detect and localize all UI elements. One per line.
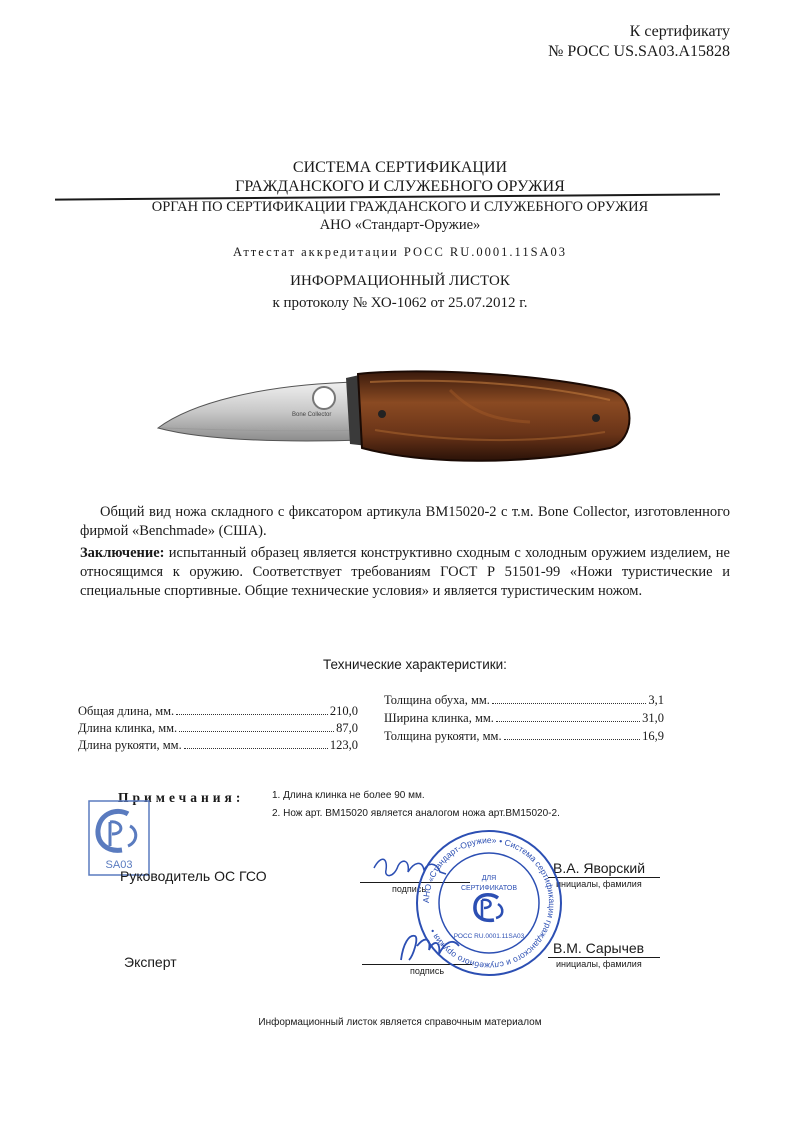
sheet-heading <box>0 270 800 314</box>
spec-value: 31,0 <box>642 711 664 725</box>
body-text <box>80 503 730 604</box>
notes-heading: Примечания: <box>118 790 245 805</box>
dot-leader <box>496 710 640 722</box>
system-heading-line1: СИСТЕМА СЕРТИФИКАЦИИ <box>292 159 508 176</box>
logo-code: SA03 <box>105 859 133 871</box>
spec-value: 210,0 <box>329 704 358 718</box>
dot-leader <box>504 728 641 740</box>
expert-signature-caption: подпись <box>410 966 445 976</box>
stamp-ring-text: АНО «Стандарт-Оружие» • Система сертификации гражданского и служебного оружия • <box>420 834 558 972</box>
knife-description: Общий вид ножа складного с фиксатором артикула BM15020-2 с т.м. Bone Collector, изготовленного фирмой «Benchmade» (США). <box>80 504 730 539</box>
conclusion-text: испытанный образец является конструктивно сходным с холодным оружием изделием, не относящимся к оружию. Соответствует требованиям ГОСТ Р 51501-99 «Ножи туристические и специальные спортивные. Общие технические условия» и является туристическим ножом. <box>80 545 730 599</box>
spec-value: 87,0 <box>336 721 358 735</box>
expert-name-caption: инициалы, фамилия <box>556 959 642 969</box>
spec-row <box>78 737 358 753</box>
stamp-logo-icon <box>475 895 502 921</box>
system-heading-line2: ГРАЖДАНСКОГО И СЛУЖЕБНОГО ОРУЖИЯ <box>235 178 565 195</box>
head-name-caption: инициалы, фамилия <box>556 879 642 889</box>
spec-label: Длина рукояти, мм. <box>78 738 182 752</box>
spec-label: Длина клинка, мм. <box>78 721 178 735</box>
spec-row <box>78 720 358 736</box>
spec-label: Толщина рукояти, мм. <box>384 729 502 743</box>
stamp-center-mid: СЕРТИФИКАТОВ <box>460 885 518 892</box>
stamp-accreditation: РОСС RU.0001.11SA03 <box>453 933 525 940</box>
spec-value: 3,1 <box>648 693 664 707</box>
dot-leader <box>176 703 328 715</box>
head-name-line <box>548 877 660 878</box>
note-item: 2. Нож арт. BM15020 является аналогом ножа арт.BM15020-2. <box>272 808 560 819</box>
protocol-line: к протоколу № ХО-1062 от 25.07.2012 г. <box>272 295 528 311</box>
certification-body <box>0 198 800 234</box>
expert-name: В.М. Сарычев <box>553 940 645 956</box>
conclusion-label: Заключение: <box>80 545 165 561</box>
certificate-reference-line1: К сертификату <box>629 23 730 40</box>
conclusion-paragraph <box>80 544 730 601</box>
specs-title: Технические характеристики: <box>323 657 507 672</box>
dot-leader <box>179 720 334 732</box>
certification-body-line2: АНО «Стандарт-Оружие» <box>319 217 481 233</box>
note-item: 1. Длина клинка не более 90 мм. <box>272 790 425 801</box>
spec-value: 123,0 <box>329 738 358 752</box>
spec-row <box>78 703 358 719</box>
spec-row <box>384 710 664 726</box>
certificate-reference <box>548 22 730 62</box>
spec-label: Толщина обуха, мм. <box>384 693 490 707</box>
dot-leader <box>184 737 328 749</box>
head-name: В.А. Яворский <box>553 860 646 876</box>
system-heading <box>0 158 800 196</box>
sheet-title: ИНФОРМАЦИОННЫЙ ЛИСТОК <box>290 273 510 289</box>
spec-value: 16,9 <box>642 729 664 743</box>
accreditation-line: Аттестат аккредитации РОСС RU.0001.11SA03 <box>232 245 568 259</box>
footer-note: Информационный листок является справочным материалом <box>258 1017 542 1028</box>
spec-label: Ширина клинка, мм. <box>384 711 494 725</box>
rst-certification-logo-icon <box>88 800 150 876</box>
spec-label: Общая длина, мм. <box>78 704 175 718</box>
expert-name-line <box>548 957 660 958</box>
spec-row <box>384 692 664 708</box>
expert-role: Эксперт <box>124 954 177 970</box>
dot-leader <box>492 692 646 704</box>
folding-knife-image <box>150 360 640 472</box>
stamp-center-top: ДЛЯ <box>481 875 497 882</box>
certificate-number: № РОСС US.SA03.A15828 <box>548 43 730 60</box>
spec-row <box>384 728 664 744</box>
blade-marking: Bone Collector <box>292 412 332 418</box>
certification-body-line1: ОРГАН ПО СЕРТИФИКАЦИИ ГРАЖДАНСКОГО И СЛУЖЕБНОГО ОРУЖИЯ <box>151 199 649 215</box>
organization-stamp <box>414 828 564 978</box>
head-signature-caption: подпись <box>392 884 427 894</box>
head-role: Руководитель ОС ГСО <box>120 868 267 884</box>
